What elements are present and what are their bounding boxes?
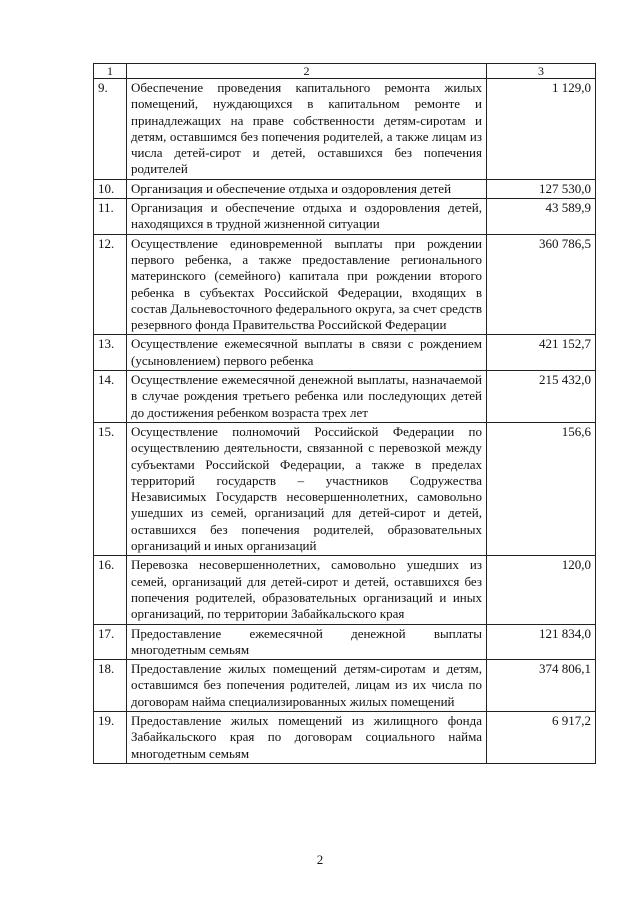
row-number: 19.: [94, 711, 127, 763]
table-row: [94, 624, 596, 660]
table-row: [94, 371, 596, 423]
page-number: 2: [316, 852, 324, 867]
row-amount: 120,0: [487, 556, 596, 624]
column-header-number: 1: [94, 64, 127, 79]
row-description: Организация и обеспечение отдыха и оздоровления детей: [127, 179, 487, 198]
column-header-amount: 3: [487, 64, 596, 79]
row-description: Организация и обеспечение отдыха и оздоровления детей, находящихся в трудной жизненной ситуации: [127, 199, 487, 235]
row-number: 18.: [94, 660, 127, 712]
row-description: Перевозка несовершеннолетних, самовольно ушедших из семей, организаций для детей-сирот и детей, оставшихся без попечения родителей, образовательных организаций и иных организаций, по территории Забайкальского края: [127, 556, 487, 624]
row-description: Предоставление жилых помещений из жилищного фонда Забайкальского края по договорам социального найма многодетным семьям: [127, 711, 487, 763]
row-number: 10.: [94, 179, 127, 198]
row-description: Осуществление полномочий Российской Федерации по осуществлению деятельности, связанной с перевозкой между субъектами Российской Федерации, а также в пределах территорий государств – участников Содружества Независимых Государств несовершеннолетних, самовольно ушедших из семей, организаций для детей-сирот и детей, оставшихся без попечения родителей, образовательных организаций и иных организаций: [127, 422, 487, 555]
row-amount: 127 530,0: [487, 179, 596, 198]
row-description: Осуществление ежемесячной выплаты в связи с рождением (усыновлением) первого ребенка: [127, 335, 487, 371]
table-row: [94, 179, 596, 198]
row-amount: 360 786,5: [487, 234, 596, 335]
table-header-row: [94, 64, 596, 79]
row-number: 11.: [94, 199, 127, 235]
column-header-description: 2: [127, 64, 487, 79]
row-number: 16.: [94, 556, 127, 624]
row-description: Осуществление ежемесячной денежной выплаты, назначаемой в случае рождения третьего ребенка или последующих детей до достижения ребенком возраста трех лет: [127, 371, 487, 423]
row-description: Осуществление единовременной выплаты при рождении первого ребенка, а также предоставление регионального материнского (семейного) капитала при рождении второго ребенка в субъектах Российской Федерации, входящих в состав Дальневосточного федерального округа, за счет средств резервного фонда Правительства Российской Федерации: [127, 234, 487, 335]
table-row: [94, 556, 596, 624]
row-amount: 121 834,0: [487, 624, 596, 660]
table-row: [94, 711, 596, 763]
row-number: 17.: [94, 624, 127, 660]
row-number: 15.: [94, 422, 127, 555]
table-row: [94, 335, 596, 371]
row-amount: 6 917,2: [487, 711, 596, 763]
row-amount: 374 806,1: [487, 660, 596, 712]
row-amount: 215 432,0: [487, 371, 596, 423]
table-row: [94, 660, 596, 712]
row-description: Предоставление жилых помещений детям-сиротам и детям, оставшимся без попечения родителей, лицам из их числа по договорам найма специализированных жилых помещений: [127, 660, 487, 712]
row-amount: 43 589,9: [487, 199, 596, 235]
row-description: Обеспечение проведения капитального ремонта жилых помещений, нуждающихся в капитальном ремонте и принадлежащих на праве собственности детям-сиротам и детям, оставшимся без попечения родителей, а также лицам из числа детей-сирот и детей, оставшихся без попечения родителей: [127, 79, 487, 180]
row-number: 14.: [94, 371, 127, 423]
row-amount: 421 152,7: [487, 335, 596, 371]
expenditure-table: [93, 63, 596, 764]
row-number: 12.: [94, 234, 127, 335]
row-amount: 156,6: [487, 422, 596, 555]
row-number: 13.: [94, 335, 127, 371]
row-amount: 1 129,0: [487, 79, 596, 180]
row-description: Предоставление ежемесячной денежной выплаты многодетным семьям: [127, 624, 487, 660]
table-row: [94, 199, 596, 235]
table-row: [94, 79, 596, 180]
table-row: [94, 234, 596, 335]
row-number: 9.: [94, 79, 127, 180]
table-row: [94, 422, 596, 555]
